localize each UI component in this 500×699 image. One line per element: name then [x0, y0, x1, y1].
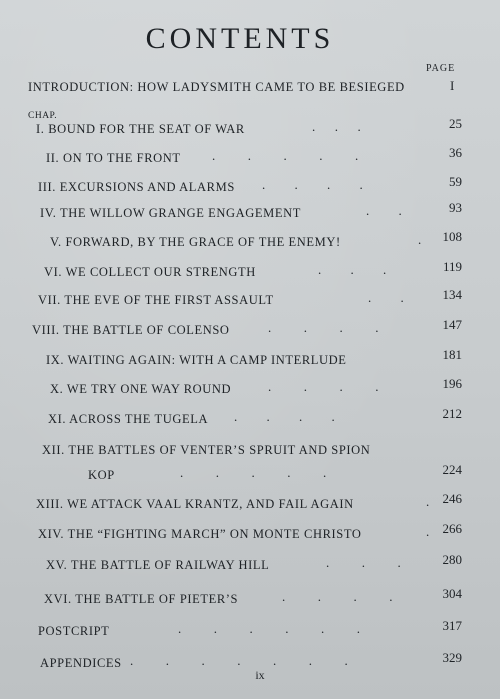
- toc-entry-page: 266: [442, 521, 462, 536]
- toc-entry: [0, 200, 500, 226]
- leader-dots: . . .: [312, 119, 361, 134]
- toc-entry-label: APPENDICES: [40, 656, 122, 670]
- toc-entry-label: VIII. THE BATTLE OF COLENSO: [32, 323, 230, 337]
- toc-entry: [0, 586, 500, 612]
- toc-entry-label: XV. THE BATTLE OF RAILWAY HILL: [46, 558, 270, 572]
- leader-dots: .: [418, 232, 422, 247]
- toc-entry: [0, 443, 500, 463]
- toc-entry-page: 108: [442, 229, 462, 244]
- toc-entry: [0, 491, 500, 517]
- toc-entry-page: 329: [442, 650, 462, 665]
- toc-entry-label: XVI. THE BATTLE OF PIETER’S: [44, 592, 239, 606]
- toc-entry: [0, 287, 500, 313]
- toc-entry: [0, 376, 500, 402]
- chapter-column-header: CHAP.: [28, 111, 58, 121]
- toc-entry-label: III. EXCURSIONS AND ALARMS: [38, 180, 235, 194]
- leader-dots: .: [426, 494, 430, 509]
- toc-entry-continuation: [0, 462, 500, 488]
- toc-entry-page: 134: [442, 287, 462, 302]
- leader-dots: .: [426, 524, 430, 539]
- toc-entry-page: 25: [449, 116, 462, 131]
- leader-dots: . .: [366, 203, 402, 218]
- introduction-label: INTRODUCTION: HOW LADYSMITH CAME TO BE BESIEGED: [28, 80, 405, 94]
- leader-dots: . . . . .: [180, 465, 327, 480]
- toc-entry-page: 119: [442, 259, 462, 274]
- toc-entry-page: 317: [442, 618, 462, 633]
- toc-entry-label: I. BOUND FOR THE SEAT OF WAR: [36, 122, 245, 136]
- page-column-header: PAGE: [426, 63, 456, 74]
- leader-dots: . . . .: [268, 379, 379, 394]
- toc-entry-page: 93: [449, 200, 462, 215]
- toc-entry-page: 246: [442, 491, 462, 506]
- toc-entry-label: V. FORWARD, BY THE GRACE OF THE ENEMY!: [50, 235, 341, 249]
- toc-entry-page: 181: [442, 347, 462, 362]
- leader-dots: . . . .: [282, 589, 393, 604]
- toc-entry-label: X. WE TRY ONE WAY ROUND: [50, 382, 232, 396]
- toc-entry: [0, 229, 500, 255]
- leader-dots: . . . .: [268, 320, 379, 335]
- leader-dots: . . . . .: [212, 148, 359, 163]
- toc-entry-page: 280: [442, 552, 462, 567]
- toc-entry-page: 147: [442, 317, 462, 332]
- toc-entry-label: IX. WAITING AGAIN: WITH A CAMP INTERLUDE: [46, 353, 347, 367]
- toc-entry: [0, 521, 500, 547]
- toc-entry: [0, 145, 500, 171]
- toc-entry-page: 196: [442, 376, 462, 391]
- leader-dots: . . .: [326, 555, 401, 570]
- toc-entry-label: XIII. WE ATTACK VAAL KRANTZ, AND FAIL AGAIN: [36, 497, 354, 511]
- toc-entry-label: VI. WE COLLECT OUR STRENGTH: [44, 265, 256, 279]
- toc-entry-label: XIV. THE “FIGHTING MARCH” ON MONTE CHRISTO: [38, 527, 362, 541]
- toc-entry: [0, 174, 500, 200]
- toc-entry-page: 212: [442, 406, 462, 421]
- leader-dots: . .: [368, 290, 404, 305]
- leader-dots: . . . . . .: [178, 621, 360, 636]
- toc-entry-page: 304: [442, 586, 462, 601]
- toc-entry-label: XII. THE BATTLES OF VENTER’S SPRUIT AND SPION: [42, 443, 371, 457]
- page-title: CONTENTS: [145, 22, 335, 55]
- leader-dots: . . .: [318, 262, 387, 277]
- toc-entry: [0, 406, 500, 432]
- toc-entry-label-cont: KOP: [88, 468, 115, 482]
- toc-entry: [0, 259, 500, 285]
- toc-entry: [0, 317, 500, 343]
- leader-dots: . . . . . . .: [130, 653, 348, 668]
- toc-entry-page: 59: [449, 174, 462, 189]
- toc-entry-page: 36: [449, 145, 462, 160]
- toc-entry-label: II. ON TO THE FRONT: [46, 151, 181, 165]
- toc-entry-label: POSTCRIPT: [38, 624, 110, 638]
- toc-entry: [0, 347, 500, 373]
- toc-entry-label: XI. ACROSS THE TUGELA: [48, 412, 209, 426]
- toc-entry-page: 224: [442, 462, 462, 477]
- toc-entry-label: IV. THE WILLOW GRANGE ENGAGEMENT: [40, 206, 301, 220]
- toc-entry: [0, 552, 500, 578]
- introduction-page: I: [450, 78, 455, 93]
- page-number-footer: ix: [255, 668, 265, 682]
- leader-dots: . . . .: [234, 409, 335, 424]
- toc-entry-label: VII. THE EVE OF THE FIRST ASSAULT: [38, 293, 274, 307]
- toc-entry: [0, 618, 500, 644]
- leader-dots: . . . .: [262, 177, 363, 192]
